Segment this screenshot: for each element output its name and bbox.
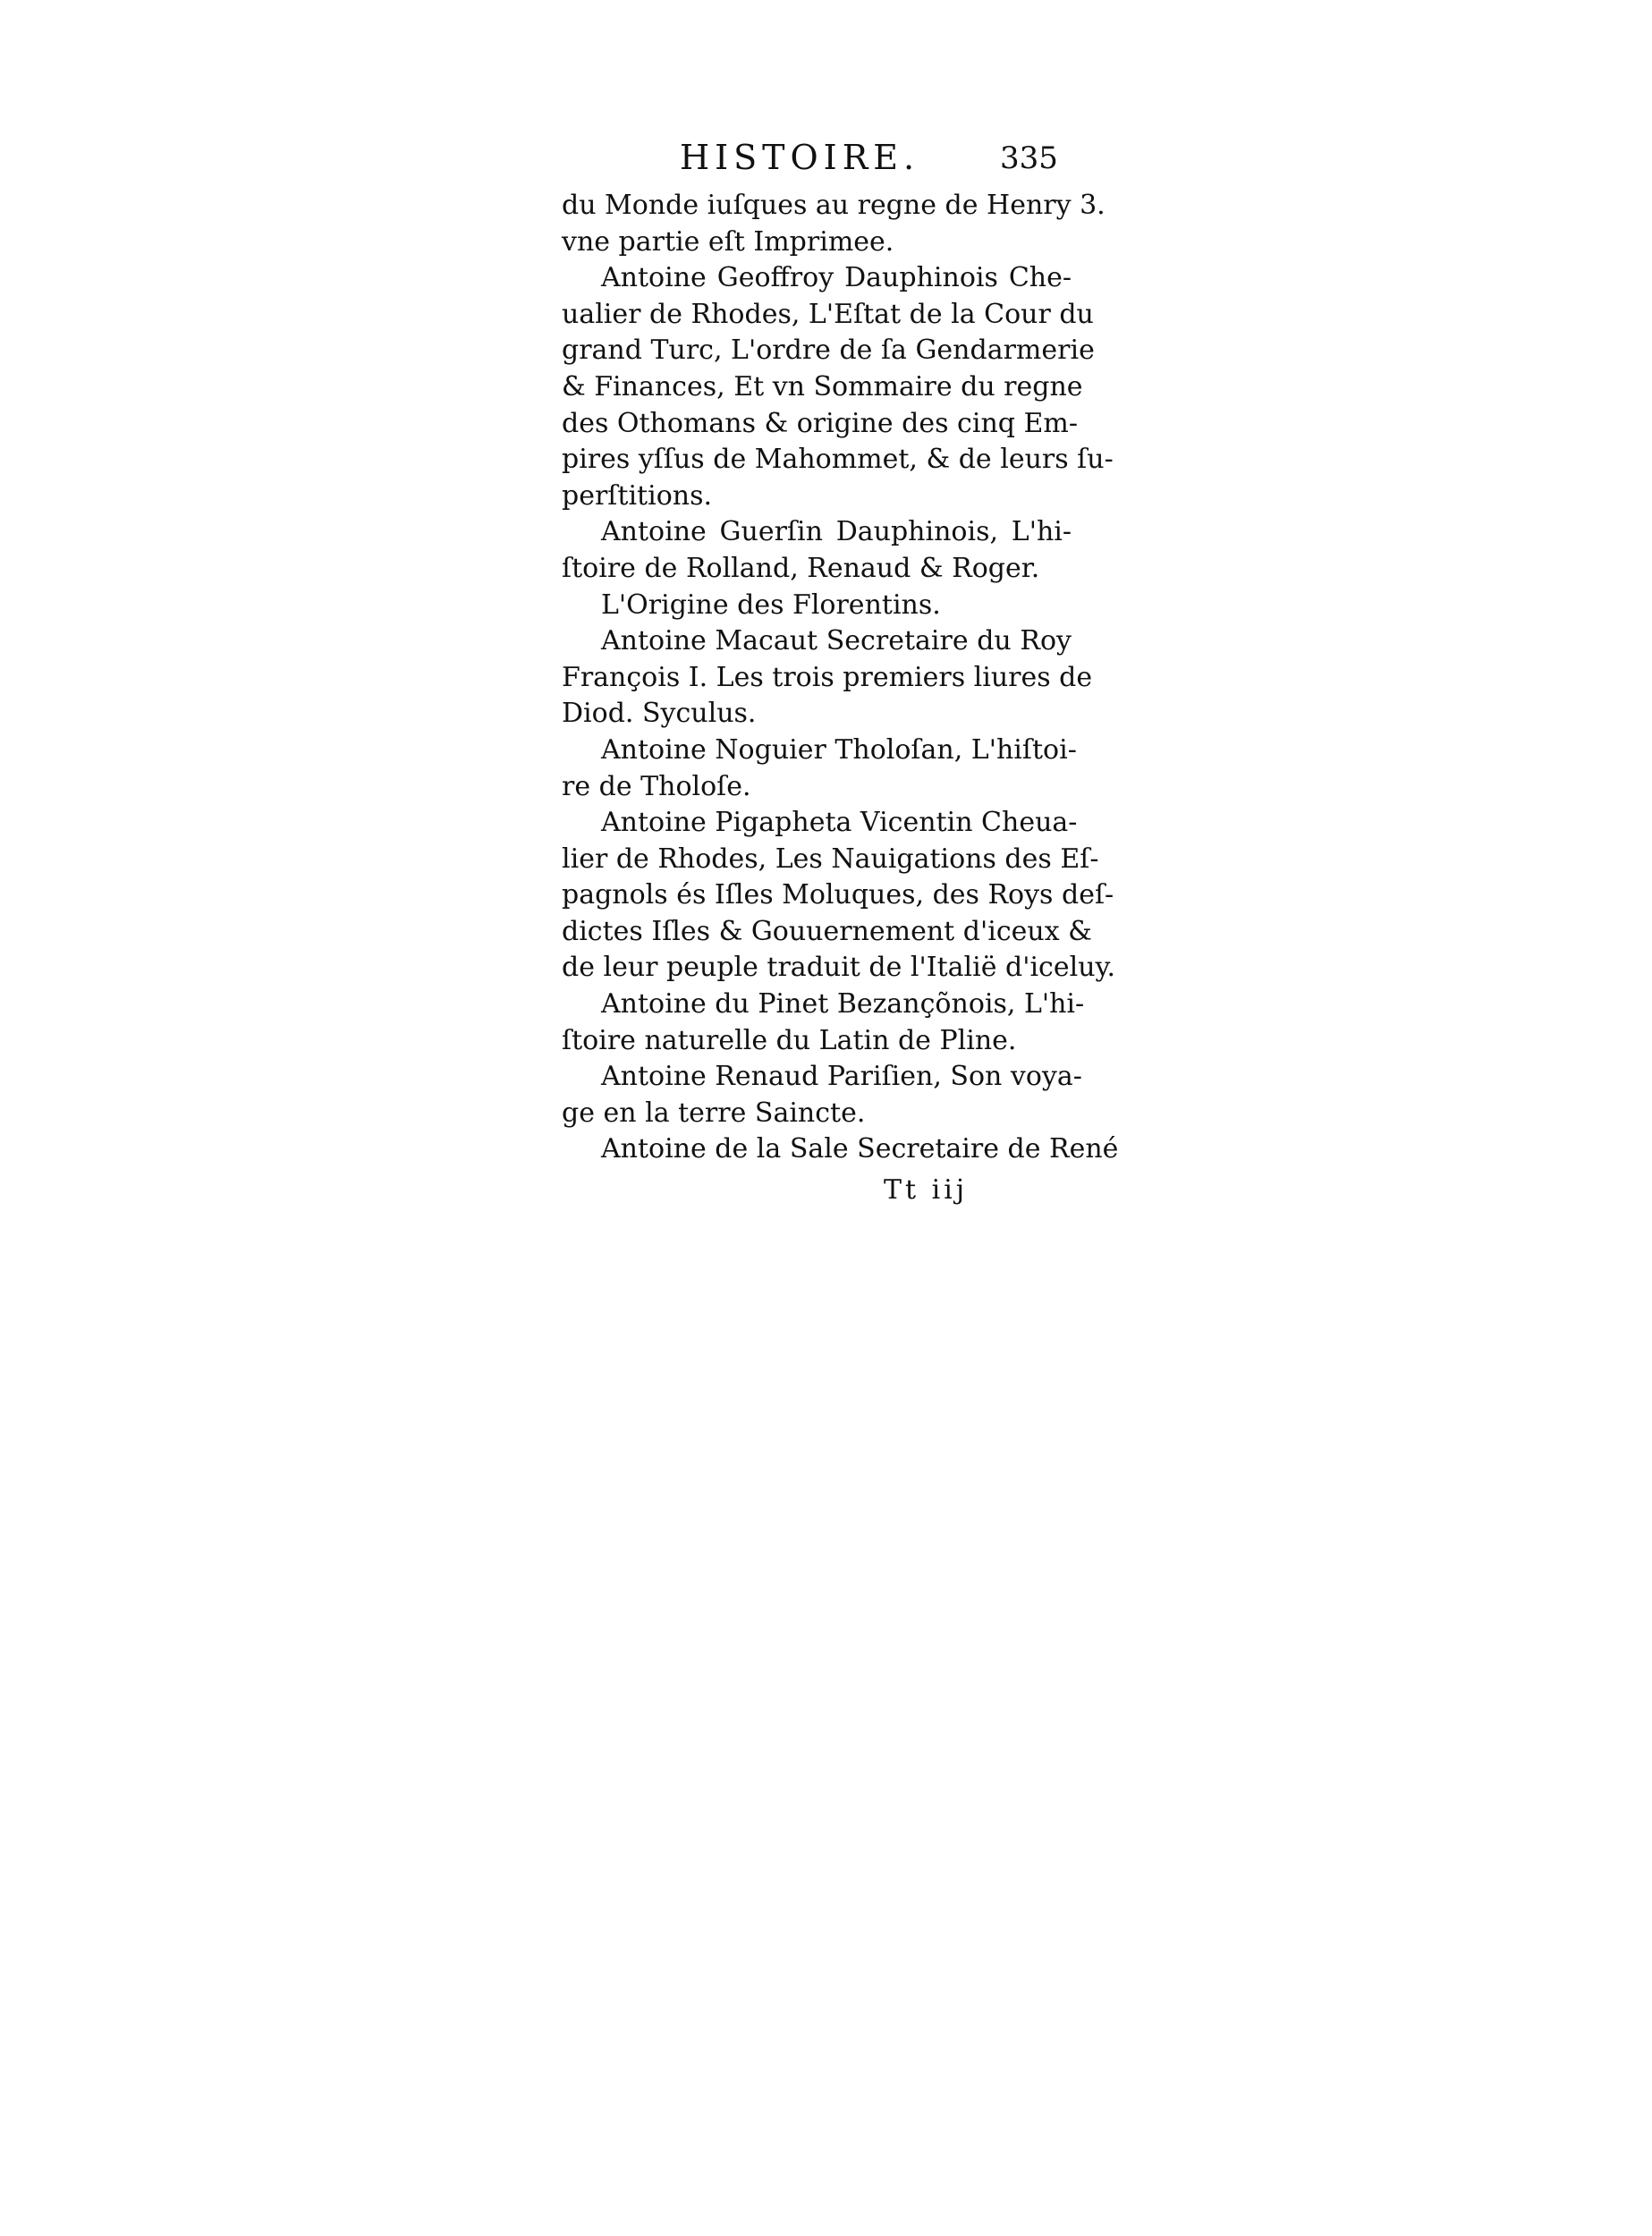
text-line: ge en la terre Saincte. [562, 1097, 866, 1129]
text-line: re de Tholoſe. [562, 770, 751, 802]
text-line: pagnols és Iſles Moluques, des Roys deſ- [562, 879, 1114, 911]
text-line: Antoine Renaud Pariſien, Son voya- [601, 1061, 1082, 1093]
text-line: pires yſſus de Mahommet, & de leurs ſu- [562, 444, 1114, 476]
text-line: des Othomans & origine des cinq Em- [562, 407, 1078, 439]
text-line: ſtoire de Rolland, Renaud & Roger. [562, 552, 1040, 584]
running-head [562, 134, 1080, 188]
text-line: perſtitions. [562, 479, 713, 512]
text-line: Diod. Syculus. [562, 698, 757, 730]
text-line: & Finances, Et vn Sommaire du regne [562, 370, 1083, 402]
text-line: Antoine Macaut Secretaire du Roy [601, 625, 1072, 657]
text-line: de leur peuple traduit de l'Italië d'iceluy. [562, 952, 1116, 984]
text-line: du Monde iuſques au regne de Henry 3. [562, 190, 1106, 221]
text-line: vne partie eſt Imprimee. [562, 225, 894, 258]
signature-mark: Tt iij [884, 1174, 969, 1207]
text-line: Antoine Geoffroy Dauphinois Che- [601, 262, 1072, 294]
text-line: ualier de Rhodes, L'Eſtat de la Cour du [562, 298, 1094, 330]
page-number: 335 [1000, 140, 1058, 176]
text-line: L'Origine des Florentins. [601, 589, 941, 621]
text-line: Antoine Noguier Tholoſan, L'hiſtoi- [601, 733, 1077, 766]
text-line: grand Turc, L'ordre de ſa Gendarmerie [562, 335, 1095, 367]
text-line: lier de Rhodes, Les Nauigations des Eſ- [562, 843, 1099, 875]
text-line: ſtoire naturelle du Latin de Pline. [562, 1024, 1017, 1056]
running-head-title: HISTOIRE. [680, 138, 920, 177]
signature-mark-row [562, 1170, 1080, 1211]
text-line: Antoine du Pinet Bezançõnois, L'hi- [601, 988, 1085, 1021]
text-lines [562, 188, 1119, 1168]
text-line: François I. Les trois premiers liures de [562, 661, 1093, 693]
text-line: dictes Iſles & Gouuernement d'iceux & [562, 915, 1092, 947]
text-line: Antoine Guerſin Dauphinois, L'hi- [601, 516, 1072, 548]
text-line: Antoine de la Sale Secretaire de René [601, 1133, 1119, 1165]
text-line: Antoine Pigapheta Vicentin Cheua- [601, 807, 1078, 839]
text-block [562, 134, 1119, 1211]
